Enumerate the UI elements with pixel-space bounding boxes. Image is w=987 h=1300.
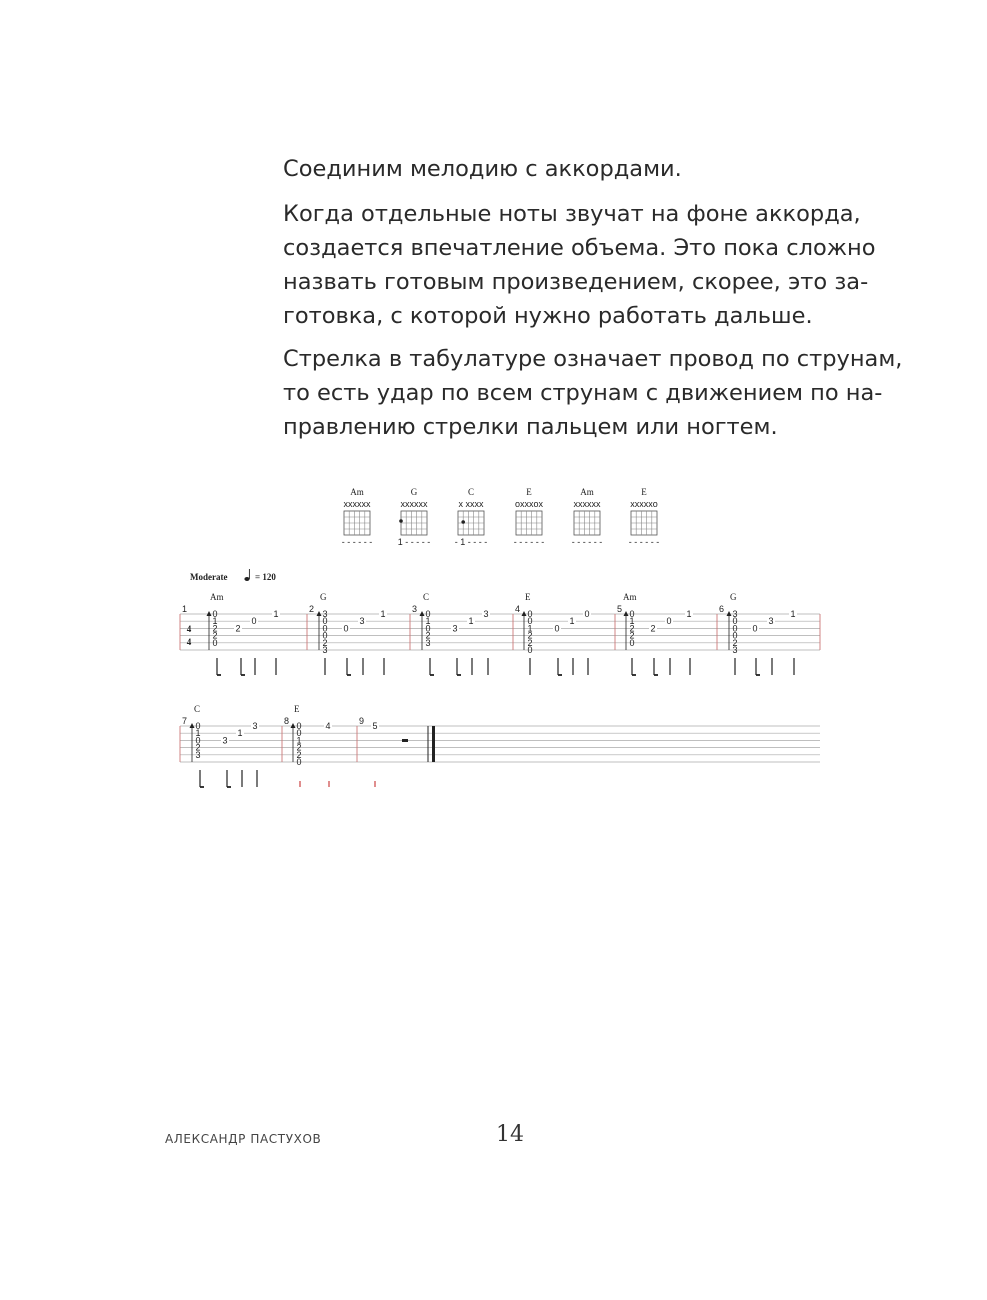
tab-note-fret: 3: [252, 721, 258, 731]
measure-chord-label: C: [423, 592, 430, 602]
chord-diagram-top: xxxxxx: [573, 499, 601, 509]
chord-diagram-top: xxxxxo: [630, 499, 658, 509]
tab-note-fret: 0: [251, 616, 257, 627]
measure-number: 4: [515, 604, 521, 614]
chord-finger-dot: [399, 519, 403, 523]
arpeggio-fret: 2: [425, 630, 431, 641]
paragraph-line: Когда отдельные ноты звучат на фоне аккорда,: [283, 201, 861, 227]
measure-number: 7: [182, 716, 188, 726]
arpeggio-fret: 0: [732, 616, 738, 627]
strum-arrow-head: [727, 611, 732, 616]
measure-number: 3: [412, 604, 418, 614]
footer-author: АЛЕКСАНДР ПАСТУХОВ: [165, 1132, 322, 1146]
arpeggio-fret: 0: [322, 630, 328, 641]
measure-chord-label: G: [320, 592, 327, 602]
measure-chord-label: Am: [623, 592, 637, 602]
chord-diagram-name: C: [467, 487, 475, 497]
arpeggio-fret: 2: [629, 623, 635, 634]
tab-note-fret: 1: [790, 609, 796, 619]
arpeggio-fret: 0: [212, 637, 218, 648]
arpeggio-fret: 1: [296, 735, 302, 746]
tab-note-fret: 3: [483, 609, 489, 619]
tab-note-fret: 2: [235, 623, 241, 634]
arpeggio-fret: 1: [212, 616, 218, 627]
chord-diagram-top: x xxxx: [458, 499, 484, 509]
paragraph-line: то есть удар по всем струнам с движением по на-: [283, 380, 883, 406]
arpeggio-fret: 0: [425, 609, 431, 619]
arpeggio-fret: 1: [425, 616, 431, 627]
tempo-label: Moderate: [190, 572, 228, 582]
measure-number: 8: [284, 716, 290, 726]
strum-arrow-head: [624, 611, 629, 616]
chord-diagram-top: xxxxxx: [343, 499, 371, 509]
arpeggio-fret: 0: [527, 609, 533, 619]
arpeggio-fret: 1: [527, 623, 533, 634]
arpeggio-fret: 0: [322, 616, 328, 627]
arpeggio-fret: 3: [732, 645, 738, 655]
tab-note-fret: 3: [359, 616, 365, 627]
arpeggio-fret: 0: [732, 623, 738, 634]
tab-note-fret: 4: [325, 721, 331, 731]
paragraph-line: готовка, с которой нужно работать дальше.: [283, 303, 813, 329]
arpeggio-fret: 0: [296, 757, 302, 767]
chord-diagram-name: G: [410, 487, 418, 497]
strum-arrow-head: [190, 723, 195, 728]
paragraph-line: Соединим мелодию с аккордами.: [283, 156, 682, 182]
arpeggio-fret: 2: [195, 742, 201, 753]
page-number: 14: [496, 1122, 524, 1147]
final-bar-thick: [432, 726, 435, 762]
measure-number: 9: [359, 716, 365, 726]
tab-note-fret: 1: [237, 728, 243, 739]
arpeggio-fret: 0: [527, 645, 533, 655]
chord-diagram-name: Am: [350, 487, 364, 497]
strum-arrow-head: [522, 611, 527, 616]
measure-chord-label: C: [194, 704, 201, 714]
tab-note-fret: 0: [752, 623, 758, 634]
chord-diagram-bottom: 1 - - - - -: [397, 537, 431, 547]
tab-note-fret: 3: [452, 623, 458, 634]
arpeggio-fret: 0: [629, 637, 635, 648]
tab-note-fret: 1: [468, 616, 474, 627]
tempo-value: = 120: [255, 572, 276, 582]
time-sig-bottom: 4: [186, 637, 192, 647]
arpeggio-fret: 1: [629, 616, 635, 627]
tab-note-fret: 2: [650, 623, 656, 634]
chord-diagram-bottom: - 1 - - - -: [454, 537, 488, 547]
measure-number: 1: [182, 604, 188, 614]
arpeggio-fret: 1: [195, 728, 201, 739]
arpeggio-fret: 0: [425, 623, 431, 634]
arpeggio-fret: 3: [425, 637, 431, 648]
measure-number: 5: [617, 604, 623, 614]
chord-diagram-bottom: - - - - - -: [628, 537, 660, 547]
arpeggio-fret: 2: [212, 630, 218, 641]
arpeggio-fret: 0: [527, 616, 533, 627]
arpeggio-fret: 3: [322, 609, 328, 619]
paragraph-line: Стрелка в табулатуре означает провод по струнам,: [283, 346, 903, 372]
arpeggio-fret: 2: [527, 630, 533, 641]
paragraph-line: назвать готовым произведением, скорее, это за-: [283, 269, 869, 295]
chord-diagram-top: xxxxxx: [400, 499, 428, 509]
paragraph-line: создается впечатление объема. Это пока сложно: [283, 235, 876, 261]
chord-diagram-name: Am: [580, 487, 594, 497]
chord-diagram-name: E: [641, 487, 647, 497]
arpeggio-fret: 0: [732, 630, 738, 641]
arpeggio-fret: 2: [732, 637, 738, 648]
measure-chord-label: E: [294, 704, 300, 714]
chord-finger-dot: [461, 520, 465, 524]
arpeggio-fret: 0: [322, 623, 328, 634]
strum-arrow-head: [420, 611, 425, 616]
tab-note-fret: 0: [554, 623, 560, 634]
measure-number: 2: [309, 604, 315, 614]
arpeggio-fret: 3: [732, 609, 738, 619]
quarter-note-icon: [244, 577, 249, 581]
arpeggio-fret: 2: [527, 637, 533, 648]
arpeggio-fret: 0: [296, 721, 302, 731]
tab-note-fret: 1: [686, 609, 692, 619]
arpeggio-fret: 0: [212, 609, 218, 619]
measure-chord-label: G: [730, 592, 737, 602]
tab-note-fret: 1: [569, 616, 575, 627]
arpeggio-fret: 2: [322, 637, 328, 648]
measure-number: 6: [719, 604, 725, 614]
tab-note-fret: 1: [273, 609, 279, 619]
arpeggio-fret: 2: [296, 742, 302, 753]
arpeggio-fret: 3: [195, 749, 201, 760]
tab-note-fret: 0: [343, 623, 349, 634]
arpeggio-fret: 0: [195, 735, 201, 746]
arpeggio-fret: 0: [296, 728, 302, 739]
chord-diagram-bottom: - - - - - -: [513, 537, 545, 547]
tab-note-fret: 3: [768, 616, 774, 627]
rest-symbol: [402, 739, 408, 742]
arpeggio-fret: 0: [629, 609, 635, 619]
tab-note-fret: 5: [372, 721, 378, 731]
paragraph-line: правлению стрелки пальцем или ногтем.: [283, 414, 778, 440]
tab-note-fret: 0: [666, 616, 672, 627]
time-sig-top: 4: [186, 624, 192, 634]
measure-chord-label: Am: [210, 592, 224, 602]
arpeggio-fret: 0: [195, 721, 201, 731]
arpeggio-fret: 2: [629, 630, 635, 641]
chord-diagram-bottom: - - - - - -: [571, 537, 603, 547]
arpeggio-fret: 2: [296, 749, 302, 760]
tab-note-fret: 0: [584, 609, 590, 619]
tab-note-fret: 1: [380, 609, 386, 619]
chord-diagram-top: oxxxox: [514, 499, 544, 509]
chord-diagram-bottom: - - - - - -: [341, 537, 373, 547]
strum-arrow-head: [291, 723, 296, 728]
arpeggio-fret: 3: [322, 645, 328, 655]
chord-diagram-name: E: [526, 487, 532, 497]
tab-note-fret: 3: [222, 735, 228, 746]
arpeggio-fret: 2: [212, 623, 218, 634]
strum-arrow-head: [207, 611, 212, 616]
measure-chord-label: E: [525, 592, 531, 602]
strum-arrow-head: [317, 611, 322, 616]
